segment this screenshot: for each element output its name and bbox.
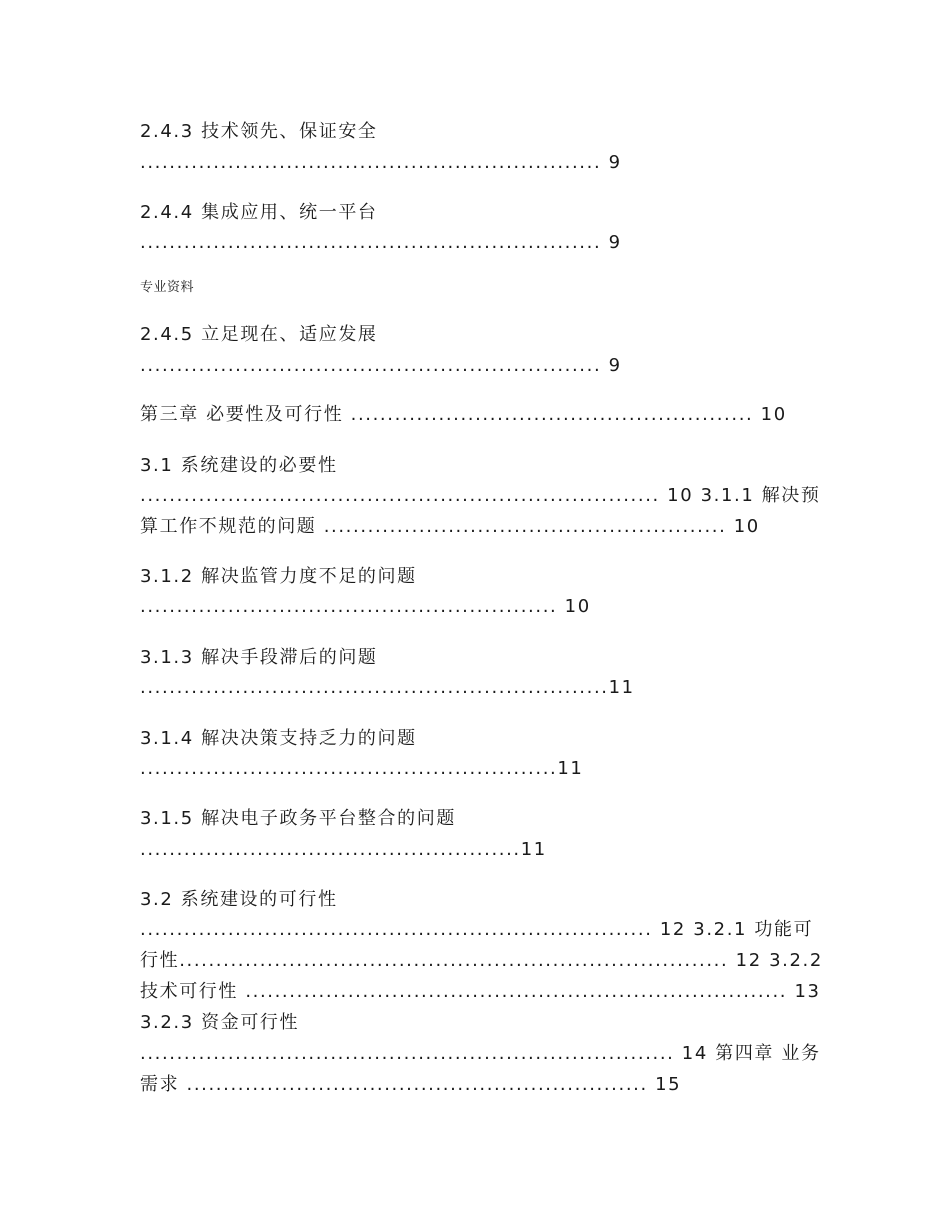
- toc-entry-title: 3.1.4 解决决策支持乏力的问题: [140, 728, 417, 749]
- toc-leader-line: ...................................................................... 12 3.2.1 功能可: [140, 919, 814, 940]
- toc-leader-line: ............................................................... 9: [140, 232, 622, 253]
- toc-leader-line: ....................................................................... 10 3.1.1 解决预: [140, 485, 821, 506]
- toc-leader-line: ......................................................... 10: [140, 596, 591, 617]
- toc-entry-title: 3.1.5 解决电子政务平台整合的问题: [140, 808, 456, 829]
- toc-leader-line: 需求 ............................................................... 15: [140, 1074, 682, 1095]
- toc-leader-line: ............................................................... 9: [140, 152, 622, 173]
- toc-entry-title: 2.4.3 技术领先、保证安全: [140, 121, 378, 142]
- toc-entry-title: 3.1.2 解决监管力度不足的问题: [140, 566, 417, 587]
- toc-leader-line: ......................................................................... 14 第四章 业务: [140, 1043, 821, 1064]
- toc-leader-line: ....................................................11: [140, 839, 547, 860]
- toc-chapter-line: 第三章 必要性及可行性 ....................................................... 10: [140, 404, 787, 425]
- toc-entry-title: 3.2.3 资金可行性: [140, 1012, 300, 1033]
- toc-leader-line: ............................................................... 9: [140, 355, 622, 376]
- header-label: 专业资料: [140, 280, 195, 295]
- toc-leader-line: 技术可行性 .......................................................................... 13: [140, 981, 821, 1002]
- toc-entry-title: 2.4.5 立足现在、适应发展: [140, 324, 378, 345]
- toc-leader-line: 算工作不规范的问题 ....................................................... 10: [140, 516, 760, 537]
- toc-entry-title: 3.1 系统建设的必要性: [140, 455, 338, 476]
- toc-entry-title: 2.4.4 集成应用、统一平台: [140, 202, 378, 223]
- toc-entry-title: 3.1.3 解决手段滞后的问题: [140, 647, 378, 668]
- toc-leader-line: .........................................................11: [140, 758, 584, 779]
- toc-leader-line: ................................................................11: [140, 677, 635, 698]
- toc-entry-title: 3.2 系统建设的可行性: [140, 889, 338, 910]
- toc-leader-line: 行性........................................................................... 12 3.2.2: [140, 950, 823, 971]
